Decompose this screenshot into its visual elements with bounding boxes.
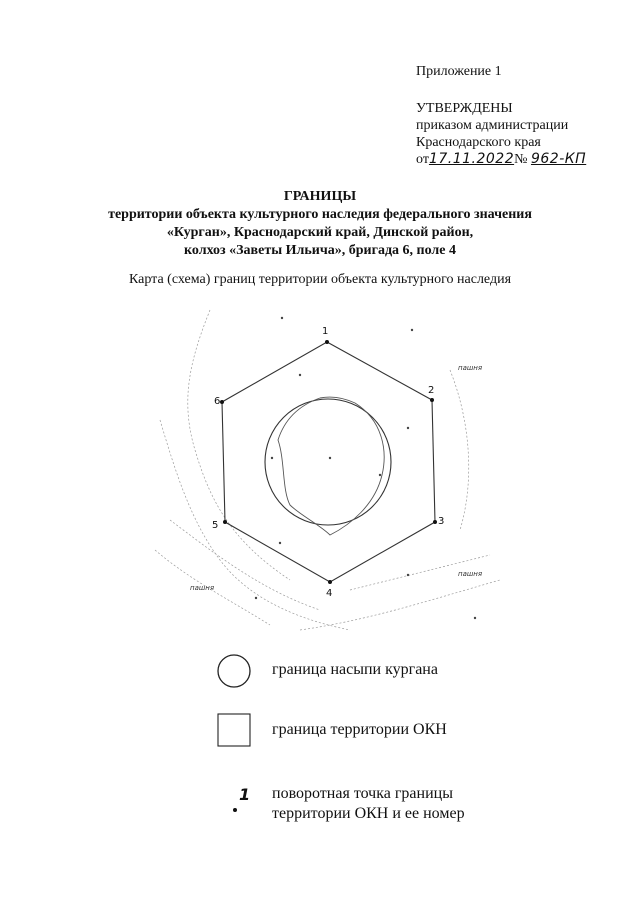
legend-point-label xyxy=(272,784,465,824)
mound-boundary xyxy=(265,399,391,525)
land-label: пашня xyxy=(458,364,483,372)
legend-territory-label: граница территории ОКН xyxy=(272,721,447,738)
mound-contour xyxy=(278,397,384,535)
legend-circle-icon xyxy=(214,652,254,692)
point-label-2: 2 xyxy=(428,385,435,396)
point-label-6: 6 xyxy=(214,396,221,407)
turning-point-6 xyxy=(220,400,224,404)
turning-point-2 xyxy=(430,398,434,402)
legend-point-line-1: поворотная точка границы xyxy=(272,785,453,802)
survey-mark xyxy=(271,457,273,459)
legend-point-line-2: территории ОКН и ее номер xyxy=(272,805,465,822)
date-value: 17.11.2022 xyxy=(428,151,515,167)
legend-square-icon xyxy=(214,710,254,750)
point-label-5: 5 xyxy=(212,520,219,531)
order-line-1: приказом администрации xyxy=(416,118,569,133)
order-date-line xyxy=(416,151,586,168)
approval-block xyxy=(416,100,586,168)
number-value: 962-КП xyxy=(530,151,587,167)
turning-point-1 xyxy=(325,340,329,344)
land-label: пашня xyxy=(190,584,215,592)
order-line-2: Краснодарского края xyxy=(416,135,541,150)
survey-mark xyxy=(299,374,301,376)
survey-mark xyxy=(379,474,381,476)
contour-line xyxy=(188,310,290,580)
map-subtitle: Карта (схема) границ территории объекта культурного наследия xyxy=(128,272,512,287)
title-line-4: колхоз «Заветы Ильича», бригада 6, поле 4 xyxy=(184,243,456,258)
land-label: пашня xyxy=(458,570,483,578)
boundary-map xyxy=(150,300,510,640)
contour-line xyxy=(450,370,469,530)
turning-point-5 xyxy=(223,520,227,524)
legend-point-number: 1 xyxy=(239,785,251,804)
survey-mark xyxy=(329,457,331,459)
date-prefix: от xyxy=(416,152,429,167)
approved-heading: УТВЕРЖДЕНЫ xyxy=(416,101,513,116)
survey-mark xyxy=(281,317,283,319)
document-title xyxy=(0,188,640,260)
survey-mark xyxy=(407,574,409,576)
point-label-3: 3 xyxy=(438,516,445,527)
survey-mark xyxy=(279,542,281,544)
survey-mark xyxy=(255,597,257,599)
appendix-label: Приложение 1 xyxy=(416,64,502,79)
point-label-1: 1 xyxy=(322,326,329,337)
legend-point-icon xyxy=(224,780,264,820)
territory-boundary xyxy=(222,342,435,582)
turning-point-3 xyxy=(433,520,437,524)
survey-mark xyxy=(407,427,409,429)
title-line-3: «Курган», Краснодарский край, Динской район, xyxy=(166,225,474,240)
point-label-4: 4 xyxy=(326,588,333,599)
title-line-1: ГРАНИЦЫ xyxy=(283,189,357,204)
title-line-2: территории объекта культурного наследия федерального значения xyxy=(108,207,532,222)
legend-mound-label: граница насыпи кургана xyxy=(272,661,438,678)
turning-point-4 xyxy=(328,580,332,584)
survey-mark xyxy=(411,329,413,331)
survey-mark xyxy=(474,617,476,619)
number-prefix: № xyxy=(514,152,528,167)
